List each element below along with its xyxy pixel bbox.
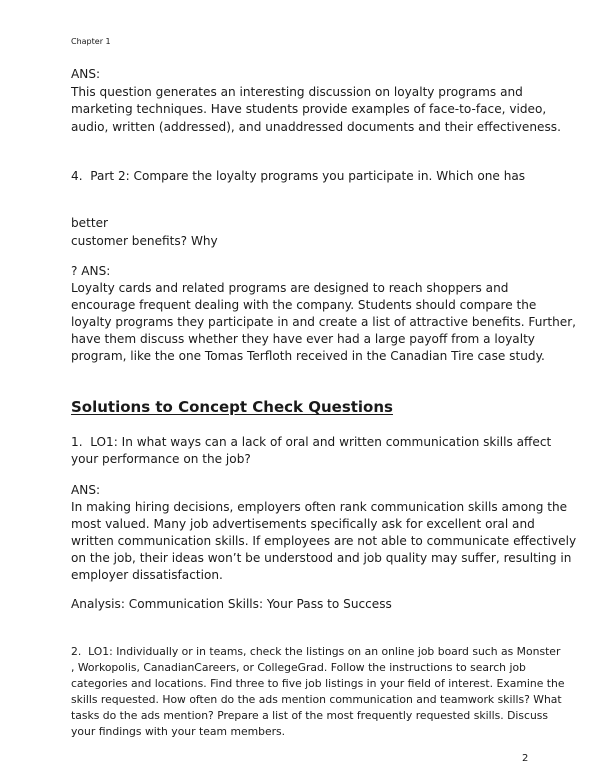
text-line: audio, written (addressed), and unaddressed documents and their effectiveness.: [71, 120, 561, 134]
text-line: your findings with your team members.: [71, 725, 286, 738]
text-line: skills requested. How often do the ads mention communication and teamwork skills? What: [71, 693, 562, 706]
text-line: on the job, their ideas won’t be understood and job quality may suffer, resulting in: [71, 551, 572, 565]
text-line: ? ANS:: [71, 264, 111, 278]
text-line: marketing techniques. Have students provide examples of face-to-face, video,: [71, 102, 547, 116]
page-number: 2: [522, 753, 529, 764]
text-line: written communication skills. If employees are not able to communicate effectively: [71, 534, 577, 548]
text-line: most valued. Many job advertisements specifically ask for excellent oral and: [71, 517, 535, 531]
text-line: , Workopolis, CanadianCareers, or CollegeGrad. Follow the instructions to search job: [71, 661, 526, 674]
text-line: customer benefits? Why: [71, 234, 218, 248]
text-line: better: [71, 216, 109, 230]
text-line: 2. LO1: Individually or in teams, check the listings on an online job board such as Monster: [71, 645, 561, 658]
text-line: encourage frequent dealing with the company. Students should compare the: [71, 298, 537, 312]
text-line: This question generates an interesting discussion on loyalty programs and: [71, 85, 523, 99]
text-line: your performance on the job?: [71, 452, 251, 466]
analysis-line: Analysis: Communication Skills: Your Pass to Success: [71, 597, 392, 611]
text-line: ANS:: [71, 483, 101, 497]
text-line: loyalty programs they participate in and create a list of attractive benefits. Further,: [71, 315, 577, 329]
text-line: employer dissatisfaction.: [71, 568, 223, 582]
text-line: categories and locations. Find three to five job listings in your field of interest. Examine the: [71, 677, 565, 690]
text-line: program, like the one Tomas Terfloth received in the Canadian Tire case study.: [71, 349, 545, 363]
text-line: tasks do the ads mention? Prepare a list of the most frequently requested skills. Discuss: [71, 709, 549, 722]
text-line: have them discuss whether they have ever had a large payoff from a loyalty: [71, 332, 535, 346]
question-4-part-2: 4. Part 2: Compare the loyalty programs you participate in. Which one has: [71, 169, 526, 183]
chapter-header: Chapter 1: [71, 37, 111, 46]
text-line: Loyalty cards and related programs are designed to reach shoppers and: [71, 281, 509, 295]
text-line: In making hiring decisions, employers often rank communication skills among the: [71, 500, 568, 514]
text-line: 1. LO1: In what ways can a lack of oral and written communication skills affect: [71, 435, 552, 449]
text-line: ANS:: [71, 67, 101, 81]
section-heading: Solutions to Concept Check Questions: [71, 398, 393, 416]
